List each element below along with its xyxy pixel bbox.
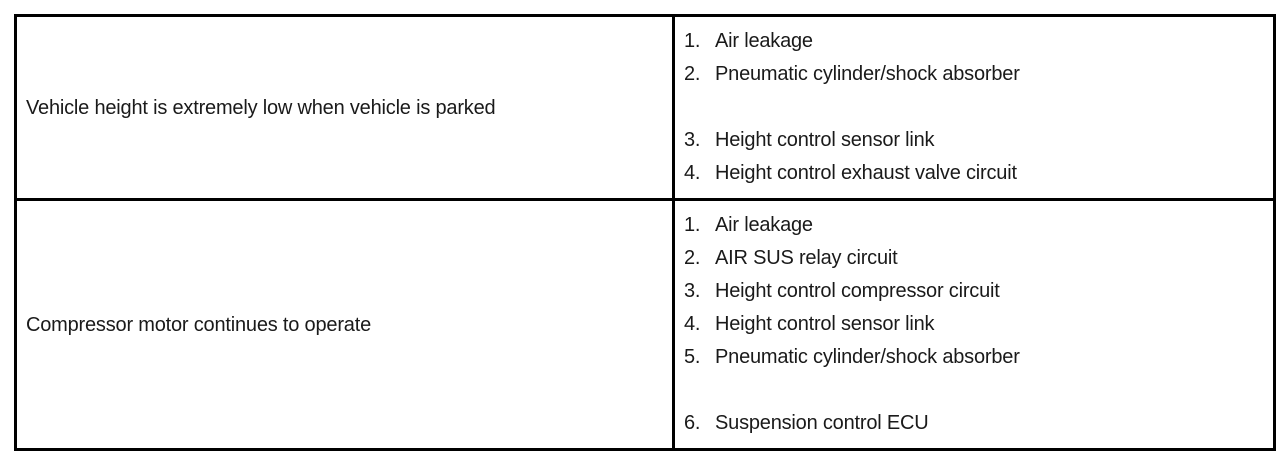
list-item-label: Air leakage [715, 30, 813, 52]
list-item-number: 4. [684, 313, 701, 335]
list-item-label: Pneumatic cylinder/shock absorber [715, 63, 1020, 85]
list-item [684, 25, 1273, 58]
list-item [684, 124, 1273, 157]
list-item-number: 1. [684, 30, 701, 52]
list-item-label: Air leakage [715, 214, 813, 236]
list-item-number: 2. [684, 63, 701, 85]
list-item-label: Height control compressor circuit [715, 280, 1000, 302]
suspected-area-cell [674, 16, 1275, 200]
symptom-cell [16, 200, 674, 450]
list-item-number: 4. [684, 162, 701, 184]
problem-symptoms-table [14, 14, 1276, 451]
list-item-label: Pneumatic cylinder/shock absorber [715, 346, 1020, 368]
list-item [684, 58, 1273, 91]
table-row [16, 200, 1275, 450]
suspected-area-list [675, 17, 1273, 198]
list-item-label: Suspension control ECU [715, 412, 929, 434]
list-item [684, 209, 1273, 242]
list-item [684, 407, 1273, 440]
table-row [16, 16, 1275, 200]
symptom-cell [16, 16, 674, 200]
list-item-label: Height control exhaust valve circuit [715, 162, 1017, 184]
list-item-number: 3. [684, 280, 701, 302]
suspected-area-cell [674, 200, 1275, 450]
list-item-number: 1. [684, 214, 701, 236]
list-item [684, 308, 1273, 341]
list-item-label: Height control sensor link [715, 313, 935, 335]
list-item-number: 3. [684, 129, 701, 151]
list-item [684, 242, 1273, 275]
list-item-label: AIR SUS relay circuit [715, 247, 898, 269]
list-item-label: Height control sensor link [715, 129, 935, 151]
list-item [684, 275, 1273, 308]
list-item-number: 6. [684, 412, 701, 434]
list-item [684, 341, 1273, 374]
list-item-number: 2. [684, 247, 701, 269]
symptom-text: Vehicle height is extremely low when vehicle is parked [26, 96, 496, 119]
symptom-text: Compressor motor continues to operate [26, 313, 371, 336]
list-item-number: 5. [684, 346, 701, 368]
suspected-area-list [675, 201, 1273, 448]
list-item [684, 157, 1273, 190]
